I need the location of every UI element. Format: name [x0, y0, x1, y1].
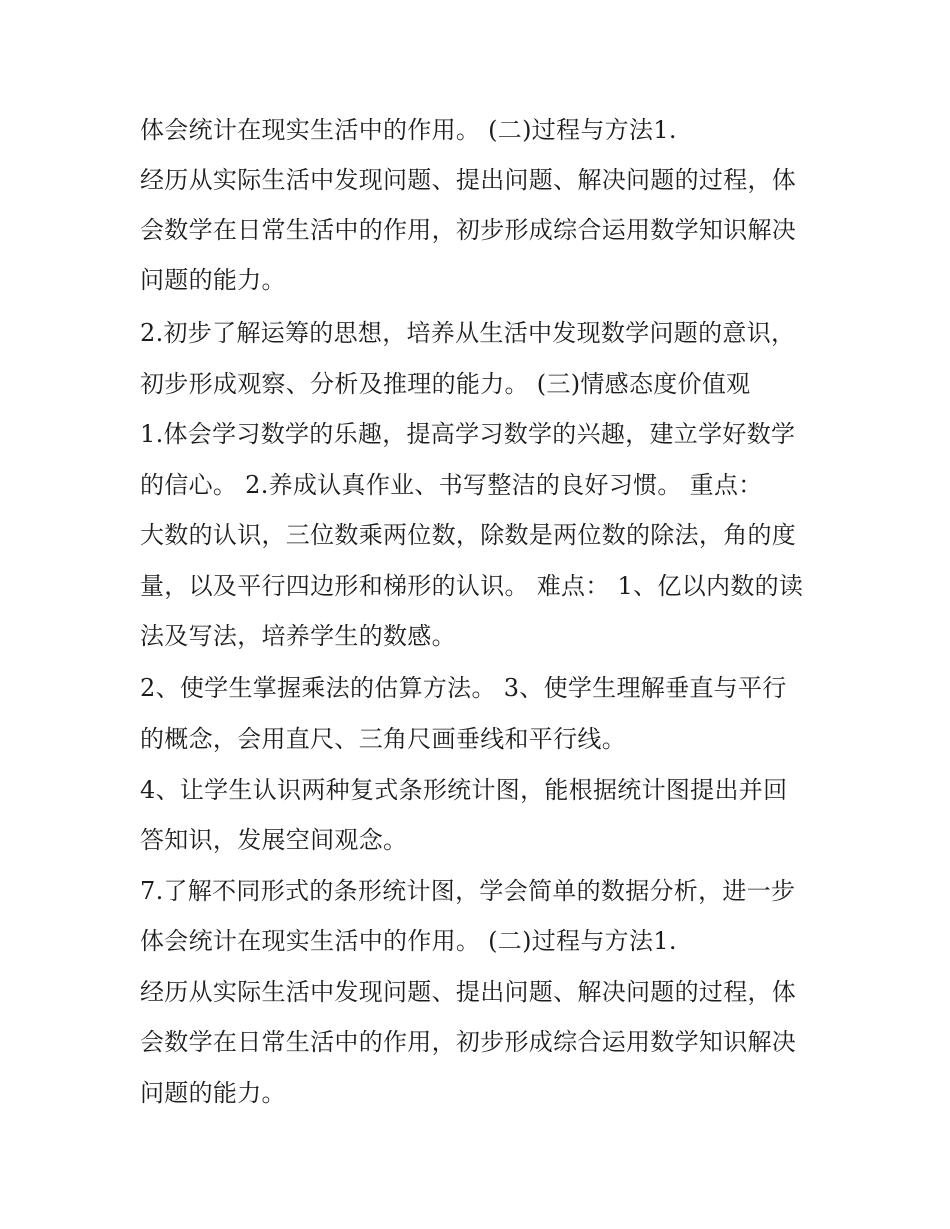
- text-line: 初步形成观察、分析及推理的能力。 (三)情感态度价值观: [140, 370, 751, 398]
- text-line: 经历从实际生活中发现问题、提出问题、解决问题的过程，体: [140, 978, 797, 1006]
- text-line: 的信心。 2.养成认真作业、书写整洁的良好习惯。 重点：: [140, 471, 763, 499]
- text-line: 体会统计在现实生活中的作用。 (二)过程与方法1.: [140, 927, 677, 955]
- text-line: 2.初步了解运筹的思想，培养从生活中发现数学问题的意识，: [140, 319, 796, 347]
- text-line: 法及写法，培养学生的数感。: [140, 622, 456, 650]
- text-line: 7.了解不同形式的条形统计图，学会简单的数据分析，进一步: [140, 877, 796, 905]
- text-line: 量，以及平行四边形和梯形的认识。 难点： 1、亿以内数的读: [140, 572, 804, 600]
- text-line: 会数学在日常生活中的作用，初步形成综合运用数学知识解决: [140, 216, 797, 244]
- text-line: 2、使学生掌握乘法的估算方法。 3、使学生理解垂直与平行: [140, 674, 787, 702]
- text-line: 会数学在日常生活中的作用，初步形成综合运用数学知识解决: [140, 1028, 797, 1056]
- text-line: 经历从实际生活中发现问题、提出问题、解决问题的过程，体: [140, 166, 797, 194]
- text-line: 问题的能力。: [140, 266, 286, 294]
- text-line: 大数的认识，三位数乘两位数，除数是两位数的除法，角的度: [140, 521, 797, 549]
- text-line: 1.体会学习数学的乐趣，提高学习数学的兴趣，建立学好数学: [140, 420, 796, 448]
- text-line: 的概念，会用直尺、三角尺画垂线和平行线。: [140, 725, 626, 753]
- text-line: 答知识，发展空间观念。: [140, 826, 408, 854]
- text-line: 体会统计在现实生活中的作用。 (二)过程与方法1.: [140, 116, 677, 144]
- text-line: 问题的能力。: [140, 1079, 286, 1107]
- text-line: 4、让学生认识两种复式条形统计图，能根据统计图提出并回: [140, 776, 788, 804]
